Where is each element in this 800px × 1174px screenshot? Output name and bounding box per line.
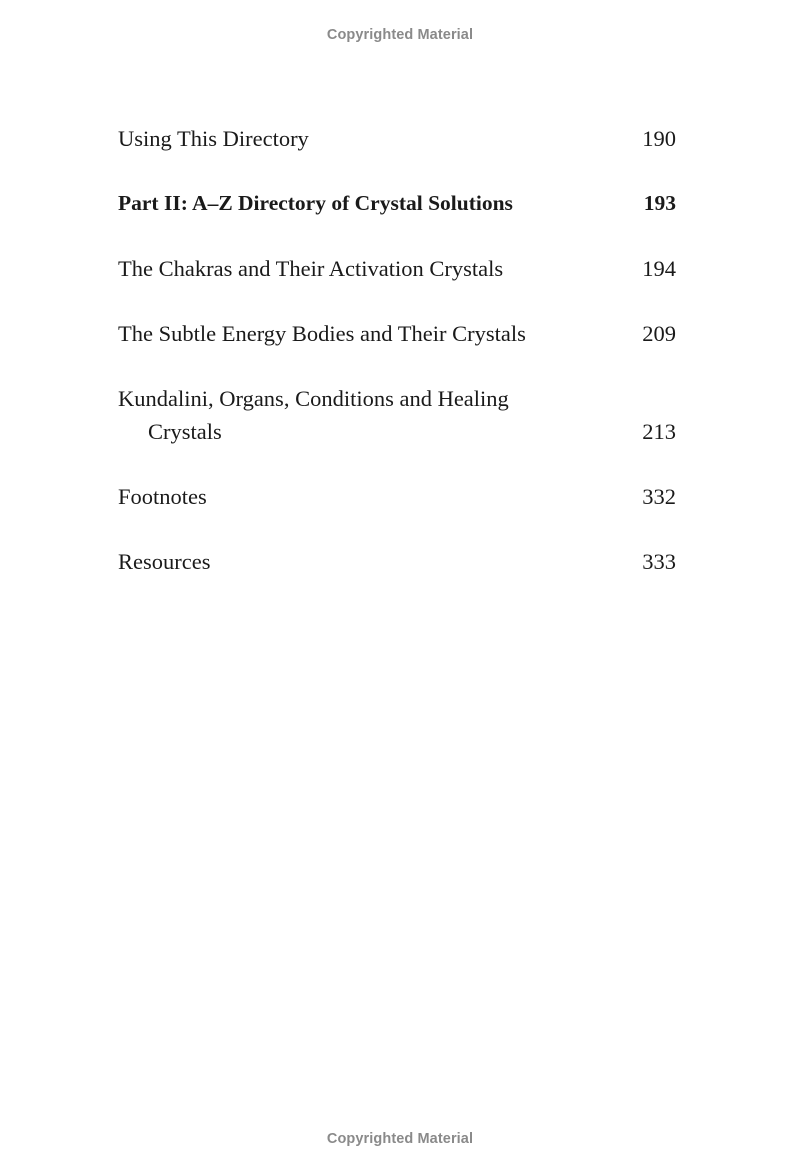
copyright-watermark-bottom: Copyrighted Material: [326, 1131, 474, 1147]
toc-entry-subtle-energy-bodies[interactable]: [118, 317, 676, 350]
toc-entry-page: 193: [643, 191, 676, 215]
toc-entry-title: The Subtle Energy Bodies and Their Crystals: [118, 321, 526, 346]
toc-entry-title: Part II: A–Z Directory of Crystal Solutions: [118, 191, 513, 215]
toc-entry-title: The Chakras and Their Activation Crystals: [118, 256, 504, 281]
toc-entry-title: [118, 382, 642, 448]
toc-entry-page: 194: [642, 256, 676, 281]
toc-entry-chakras[interactable]: [118, 252, 676, 285]
table-of-contents: [118, 122, 676, 610]
toc-entry-page: 213: [642, 419, 676, 444]
toc-entry-title: Resources: [118, 549, 211, 574]
toc-entry-title-line2: Crystals: [148, 419, 222, 444]
toc-entry-page: 332: [642, 484, 676, 509]
toc-entry-title-line1: Kundalini, Organs, Conditions and Healing: [118, 386, 509, 411]
toc-entry-title: Using This Directory: [118, 126, 309, 151]
toc-entry-using-this-directory[interactable]: [118, 122, 676, 155]
toc-entry-resources[interactable]: [118, 545, 676, 578]
copyright-watermark-top: Copyrighted Material: [326, 27, 474, 43]
toc-entry-footnotes[interactable]: [118, 480, 676, 513]
toc-entry-page: 190: [642, 126, 676, 151]
toc-entry-part-ii[interactable]: [118, 187, 676, 220]
toc-entry-kundalini[interactable]: [118, 382, 676, 448]
toc-entry-title: Footnotes: [118, 484, 207, 509]
toc-entry-page: 209: [642, 321, 676, 346]
toc-entry-page: 333: [642, 549, 676, 574]
